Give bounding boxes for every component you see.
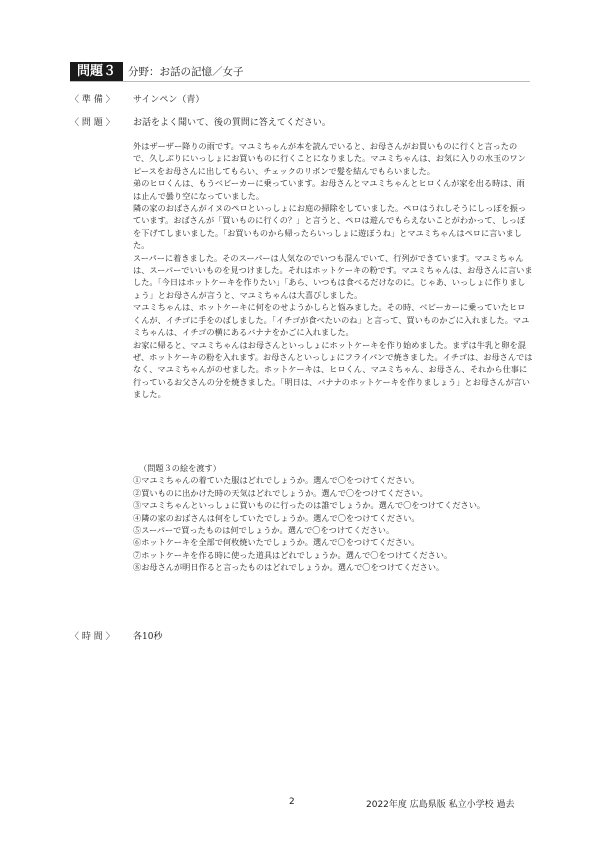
- question-item: ②買いものに出かけた時の天気はどれでしょうか。選んで〇をつけてください。: [133, 487, 428, 498]
- problem-number-badge: 問題３: [70, 62, 123, 82]
- question-list: [133, 462, 533, 574]
- story-paragraph: 隣の家のおばさんがイヌのペロといっしょにお庭の掃除をしていました。ペロはうれしそうにしっぽを振っています。おばさんが「買いものに行くの？」と言うと、ペロは遊んでもらえないことがわかって、しっぽを下げてしまいました。「お買いものから帰ったらいっしょに遊ぼうね」とマユミちゃんはペロに言いました。: [133, 203, 527, 251]
- questions-intro: （問題３の絵を渡す）: [139, 463, 221, 473]
- page-footer: [0, 797, 595, 811]
- question-instruction: お話をよく聞いて、後の質問に答えてください。: [133, 118, 331, 128]
- story-paragraph: 外はザーザー降りの雨です。マユミちゃんが本を読んでいると、お母さんがお買いものに行くと言ったので、久しぶりにいっしょにお買いものに行くことになりました。マユミちゃんは、お気に入りの水玉のワンピースをお母さんに出してもらい、チェックのリボンで髪を結んでもらいました。: [133, 141, 526, 176]
- problem-subject: 分野：お話の記憶／女子: [128, 66, 244, 78]
- time-value: 各10秒: [133, 632, 163, 642]
- header-divider: [70, 81, 530, 82]
- problem-header: [70, 62, 530, 82]
- question-item: ③マユミちゃんといっしょに買いものに行ったのは誰でしょうか。選んで〇をつけてください。: [133, 500, 486, 511]
- story-paragraph: スーパーに着きました。そのスーパーは人気なのでいつも混んでいて、行列ができています。マユミちゃんは、スーパーでいいものを見つけました。それはホットケーキの粉です。マユミちゃんは、お母さんに言いました。「今日はホットケーキを作りたい」「あら、いつもは食べるだけなのに。じゃあ、いっしょに作りましょう」とお母さんが言うと、マユミちゃんは大喜びしました。: [133, 252, 533, 300]
- page-number: 2: [289, 797, 295, 807]
- question-item: ⑤スーパーで買ったものは何でしょうか。選んで〇をつけてください。: [133, 525, 395, 536]
- question-item: ⑥ホットケーキを全部で何枚焼いたでしょうか。選んで〇をつけてください。: [133, 537, 420, 548]
- story-paragraph: マユミちゃんは、ホットケーキに何をのせようかしらと悩みました。その時、ベビーカーに乗っていたヒロくんが、イチゴに手をのばしました。「イチゴが食べたいのね」と言って、買いものかごに入れました。マユミちゃんは、イチゴの横にあるバナナをかごに入れました。: [133, 302, 530, 338]
- question-item: ⑧お母さんが明日作ると言ったものはどれでしょうか。選んで〇をつけてください。: [133, 562, 445, 573]
- question-item: ⑦ホットケーキを作る時に使った道具はどれでしょうか。選んで〇をつけてください。: [133, 549, 453, 560]
- question-item: ①マユミちゃんの着ていた服はどれでしょうか。選んで〇をつけてください。: [133, 475, 420, 486]
- story-paragraph: 弟のヒロくんは、もうベビーカーに乗っています。お母さんとマユミちゃんとヒロくんが家を出る時は、雨は止んで曇り空になっていました。: [133, 178, 525, 201]
- footer-text: 2022年度 広島県版 私立小学校 過去: [366, 800, 515, 810]
- story-paragraph: お家に帰ると、マユミちゃんはお母さんといっしょにホットケーキを作り始めました。まずは牛乳と卵を混ぜ、ホットケーキの粉を入れます。お母さんといっしょにフライパンで焼きました。イチゴは、お母さんではなく、マユミちゃんがのせました。ホットケーキは、ヒロくん、マユミちゃん、お母さん、それから仕事に行っているお父さんの分を焼きました。「明日は、バナナのホットケーキを作りましょう」とお母さんが言いました。: [133, 339, 533, 400]
- prep-label: 〈 準 備 〉: [70, 95, 115, 105]
- prep-value: サインペン（青）: [133, 95, 205, 105]
- time-label: 〈 時 間 〉: [70, 632, 115, 642]
- story-text: [133, 140, 533, 401]
- question-label: 〈 問 題 〉: [70, 118, 115, 128]
- question-item: ④隣の家のおばさんは何をしていたでしょうか。選んで〇をつけてください。: [133, 512, 420, 523]
